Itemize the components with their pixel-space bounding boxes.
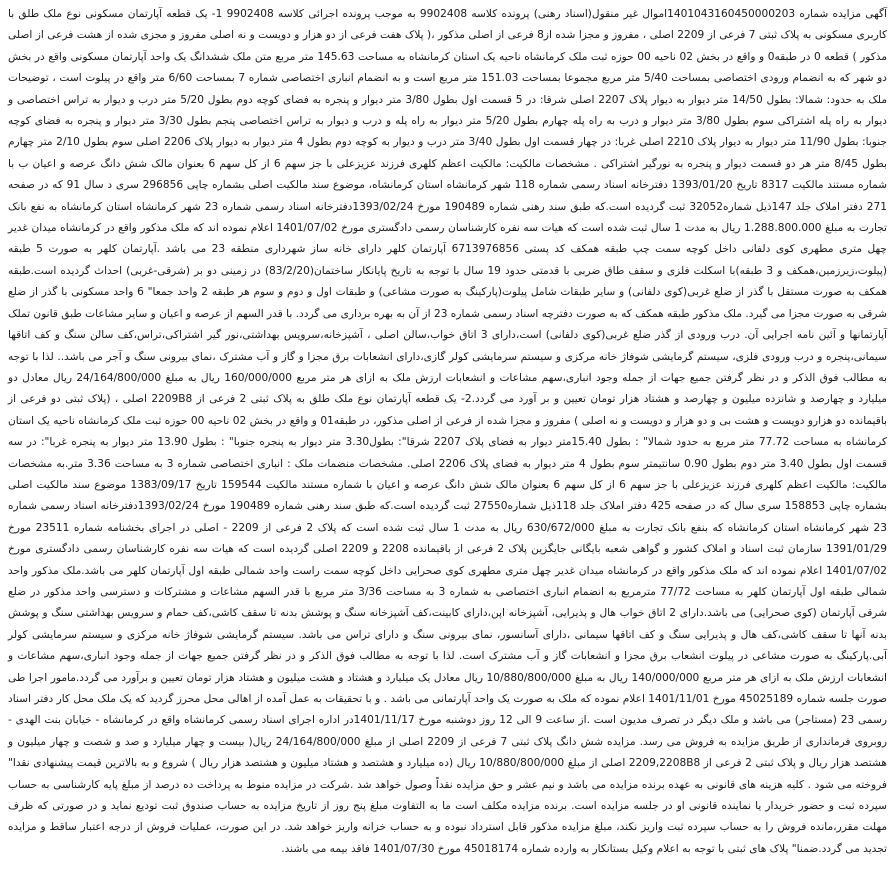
auction-notice-text: آگهی مزایده شماره 1401043160450000203اموال غیر منقول(اسناد رهنی) پرونده کلاسه 9902408 به موجب پرونده اجرائی کلاسه 9902408 1- یک قطعه آپارتمان مسکونی نوع ملک طلق با کاربری مسکونی به پلاک ثبتی 7 فرعی از 2209 اصلی ، مفروز و مجزا شده از8 فرعی از اصلی مذکور ،( پلاک هفت فرعی از دو هزار و دویست و نه اصلی مفروز و مجزی شده از هشت فرعی از اصلی مذکور ) قطعه 0 در طبقه0 و واقع در بخش 02 ناحیه 00 حوزه ثبت ملک کرمانشاه ناحیه یک استان کرمانشاه به مساحت 145.63 متر مربع متن ملک ششدانگ یک واحد آپارتمان مسکونی واقع در بخش دو شهر که به انضمام ورودی اختصاصی بمساحت 5/40 متر مربع مجموعا بمساحت 151.03 متر مربع است و به انضمام انباری اختصاصی شماره 7 بمساحت 6/60 متر واقع در پیلوت است ، توضیحات ملک به حدود: شمالا: بطول 14/50 متر دیوار به دیوار پلاک 2207 اصلی شرقا: در 5 قسمت اول بطول 3/80 متر دیوار و پنجره به فضای کوچه دوم بطول 5/20 متر درب و دیوار به تراس اختصاصی و دیوار به راه پله اشتراکی سوم بطول 3/80 متر دیوار و درب به راه پله چهارم بطول 5/20 متر دیوار به راه پله و درب و دیوار به تراس اختصاصی پنجم بطول 3/30 متر دیوار و پنجره به فضای کوچه جنوبا: بطول 11/90 متر دیوار به دیوار پلاک 2210 اصلی غربا: در چهار قسمت اول بطول 3/40 متر درب و دیوار به کوچه دوم بطول 4 متر دیوار به دیوار پلاک 2206 اصلی سوم بطول 2/10 متر چهارم بطول 8/45 متر هر دو قسمت دیوار و پنجره به نورگیر اشتراکی . مشخصات مالکیت: مالکیت اعظم کلهری فرزند عزیزعلی با جز سهم 6 از کل سهم 6 بعنوان مالک شش دانگ عرصه و اعیان ب با شماره مستند مالکیت 8317 تاریخ 1393/01/20 دفترخانه اسناد رسمی شماره 118 شهر کرمانشاه استان کرمانشاه، موضوع سند مالکیت اصلی بشماره چاپی 296856 سری د سال 91 که در صفحه 271 دفتر املاک جلد 147ذیل شماره32052 ثبت گردیده است.که طبق سند رهنی شماره 190489 مورخ 1393/02/24دفترخانه اسناد رسمی شماره 23 شهر کرمانشاه استان کرمانشاه به نفع بانک تجارت به مبلغ 1.288.800.000 ریال به مدت 1 سال ثبت شده است که هیات سه نفره کارشناسان رسمی دادگستری مورخ 1401/07/02 اعلام نموده اند که ملک مذکور واقع در کرمانشاه میدان غدیر چهل متری مطهری کوی دلفانی داخل کوچه سمت چپ طبقه همکف کد پستی 6713976856 آپارتمان کلهر دارای خانه ساز شهرداری منطقه 23 می باشد .آپارتمان کلهر به صورت 5 طبقه (پیلوت،زیرزمین،همکف و 3 طبقه)با اسکلت فلزی و سقف طاق ضربی با قدمتی حدود 19 سال با توجه به تاریخ پایانکار ساختمان(83/2/20) در زمینی دو بر (شرقی-غربی) احداث گردیده است.طبقه همکف به صورت مستقل با گذر از ضلع غربی(کوی دلفانی) و سایر طبقات شامل پیلوت(پارکینگ به صورت مشاعی) و طبقات اول و دوم و سوم هر طبقه 2 واحد جمعا" 6 واحد مسکونی با گذر از ضلع شرقی به صورت مجزا می گیرد. ملک مذکور طبقه همکف که به صورت دفترچه اسناد رسمی شماره 23 از آن به بهره برداری می گردد. با قدر السهم از عرصه و اعیان و سایر مشاعات طبق قانون تملک آپارتمانها و آئین نامه اجرایی آن. درب ورودی از گذر ضلع غربی(کوی دلفانی) است،دارای 3 اتاق خواب،سالن اصلی ، آشپزخانه،سرویس بهداشتی،نور گیر اشتراکی،تراس،کف سالن سنگ و کف اتاقها سیمانی،پنجره و درب ورودی فلزی، سیستم گرمایشی شوفاژ خانه مرکزی و سیستم سرمایشی کولر گازی،دارای انشعابات برق مجزا و گاز و آب مشترک ،نمای بیرونی سنگ و آجر می باشد.. لذا با توجه به مطالب فوق الذکر و در نظر گرفتن جمیع جهات از جمله وجود انباری،سهم مشاعات و انشعابات ارزش ملک به ازای هر متر مربع 160/000/000 ریال به مبلغ 24/164/800/000 ریال معادل دو میلیارد و چهارصد و شانزده میلیون و چهارصد و هشتاد هزار تومان تعیین و بر آورد می گردد.2- یک قطعه آپارتمان نوع ملک طلق به پلاک ثبتی 2 فرعی از 2209B8 اصلی ، (پلاک ثبتی دو فرعی از باقیمانده دو هزارو دویست و هشت بی و دو هزار و دویست و نه اصلی ) مفروز و مجزا شده از فرعی از اصلی مذکور، در طبقه01 و واقع در بخش 02 ناحیه 00 حوزه ثبت ملک کرمانشاه ناحیه یک استان کرمانشاه به مساحت 77.72 متر مربع به حدود شمالا" : بطول 15.40متر دیوار به فضای پلاک 2207 شرقا": بطول3.30 متر دیوار به پنجره جنوبا" : بطول 13.90 متر دیوار به پنجره غربا": در سه قسمت اول بطول 3.40 متر دوم بطول 0.90 سانتیمتر سوم بطول 4 متر دیوار به فضای پلاک 2206 اصلی. مشخصات منضمات ملک : انباری اختصاصی شماره 3 به مساحت 3.36 متر.به مشخصات مالکیت: مالکیت اعظم کلهری فرزند عزیزعلی با جز سهم 6 از کل سهم 6 بعنوان مالک شش دانگ عرصه و اعیان با شماره مستند مالکیت 159544 تاریخ 1383/09/17 موضوع سند مالکیت اصلی بشماره چاپی 158853 سری سال که در صفحه 425 دفتر املاک جلد 118ذیل شماره27550 ثبت گردیده است.که طبق سند رهنی شماره 190489 مورخ 1393/02/24دفترخانه اسناد رسمی شماره 23 شهر کرمانشاه استان کرمانشاه که بنفع بانک تجارت به مبلغ 630/672/000 ریال به مدت 1 سال ثبت شده است که پلاک 2 فرعی از 2209 - اصلی در اجرای بخشنامه شماره 23511 مورخ 1391/01/29 سازمان ثبت اسناد و املاک کشور و گواهی شعبه بایگانی جایگزین پلاک 2 فرعی از باقیمانده 2208 و 2209 اصلی گردیده است که هیات سه نفره کارشناسان رسمی دادگستری مورخ 1401/07/02 اعلام نموده اند که ملک مذکور واقع در کرمانشاه میدان غدیر چهل متری مطهری کوی صحرایی داخل کوچه سمت راست واحد شمالی طبقه اول آپارتمان کلهر می باشد.ملک مذکور واحد شمالی طبقه اول آپارتمان کلهر به مساحت 77/72 مترمربع به انضمام انباری اختصاصی به شماره 3 به مساحت 3/36 متر مربع با قدر السهم مشاعات و مشترکات و دسترسی واحد مذکور در ضلع شرقی آپارتمان (کوی صحرایی) می باشد.دارای 2 اتاق خواب هال و پذیرایی، آشپزخانه اپن،دارای کابینت،کف آشپزخانه سنگ و پوشش بدنه تا سقف کاشی،کف حمام و سرویس بهداشتی سنگ و پوشش بدنه آنها تا سقف کاشی،کف هال و پذیرایی سنگ و کف اتاقها سیمانی ،دارای آسانسور، نمای بیرونی سنگ و دارای تراس می باشد. سیستم گرمایشی شوفاژ خانه مرکزی و سیستم سرمایشی کولر آبی.پارکینگ به صورت مشاعی در پیلوت انشعاب برق مجزا و انشعابات گاز و آب مشترک است. لذا با توجه به مطالب فوق الذکر و در نظر گرفتن جمیع جهات از جمله وجود انباری،سهم مشاعات و انشعابات ارزش ملک به ازای هر متر مربع 140/000/000 ریال به مبلغ 10/880/800/000 ریال معادل یک میلیارد و هشتاد و هشت میلیون و هشتاد هزار تومان تعیین و برآورد می گردد.مامور اجرا طی صورت جلسه شماره 45025189 مورخ 1401/11/01 اعلام نموده که ملک به صورت یک واحد آپارتمانی می باشد . و با تحقیقات به عمل آمده از اهالی محل محرز گردید که یک ملک محل کار دفتر اسناد رسمی 23 (مستاجر) می باشد و ملک دیگر در تصرف مدیون است .از ساعت 9 الی 12 روز دوشنبه مورخ 1401/11/17در اداره اجرای اسناد رسمی کرمانشاه واقع در کرمانشاه - خیابان بنت الهدی - روبروی فرمانداری از طریق مزایده به فروش می رسد. مزایده شش دانگ پلاک ثبتی 7 فرعی از 2209 اصلی از مبلغ 24/164/800/000 ریال( بیست و چهار میلیارد و صد و شصت و چهار میلیون و هشتصد هزار ریال و پلاک ثبتی 2 فرعی از 2209,2208B8 اصلی از مبلغ 10/880/800/000 ریال (ده میلیارد و هشتصد و هشتاد میلیون و هشتصد هزار ریال ) شروع و به بالاترین قیمت پیشنهادی نقدا" فروخته می شود . کلیه هزینه های قانونی به عهده برنده مزایده می باشد و نیم عشر و حق مزایده نقداً وصول خواهد شد .شرکت در مزایده منوط به پرداخت ده درصد از مبلغ پایه کارشناسی به حساب سپرده ثبت و حضور خریدار یا نماینده قانونی او در جلسه مزایده است. برنده مزایده مکلف است ما به التفاوت مبلغ پنج روز از تاریخ مزایده به حساب صندوق ثبت تودیع نماید و در صورتی که ظرف مهلت مقرر،مانده فروش را به حساب سپرده ثبت واریز نکند، مبلغ مزایده مذکور قابل استرداد نبوده و به حساب خزانه واریز خواهد شد. در این صورت، عملیات فروش از درجه اعتبار ساقط و مزایده تجدید می گردد.ضمنا" پلاک های ثبتی با توجه به اعلام وکیل بستانکار به وارده شماره 45018174 مورخ 1401/07/30 فاقد بیمه می باشند. bbox=[8, 8, 888, 855]
